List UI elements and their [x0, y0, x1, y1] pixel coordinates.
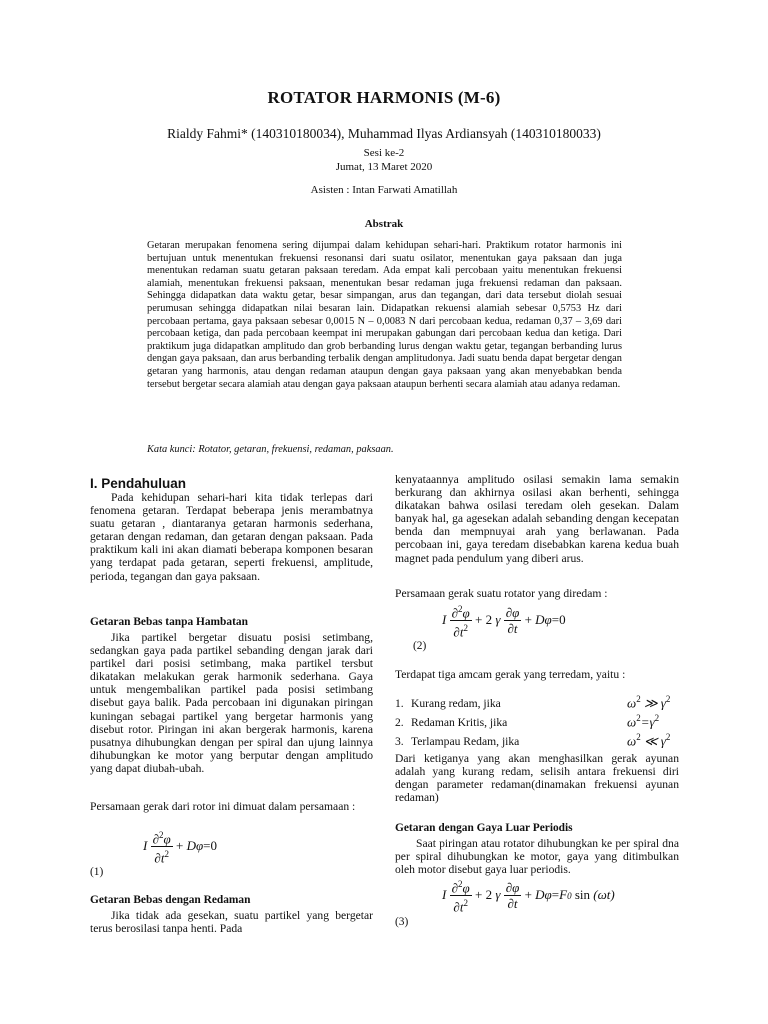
- condition-critical: $\omega^2=\gamma^2$: [627, 713, 660, 730]
- equation-1-number: (1): [90, 866, 104, 878]
- equation-3: I $\frac{\partial^2\varphi}{\partial t^2}$ + 2 γ $\frac{\partial\varphi}{\partial t}$ + Dφ=F0 sin (ωt): [442, 879, 615, 915]
- condition-overdamped: $\omega^2$ ≪ $\gamma^2$: [627, 732, 671, 749]
- intro-paragraph: Pada kehidupan sehari-hari kita tidak terlepas dari fenomena getaran. Terdapat beberapa jenis merambatnya suatu getaran , diantaranya getaran harmonis sederhana, getaran dengan redaman, dan getaran dengan paksaan. Pada praktikum kali ini akan diamati beberapa komponen besaran yang terdapat pada getaran, seperti frekuensi, amplitude, perioda, tegangan dan gaya paksaan.: [90, 491, 373, 583]
- date: Jumat, 13 Maret 2020: [335, 161, 433, 173]
- list-item: 3. Terlampau Redam, jika $\omega^2$ ≪ $\gamma^2$: [395, 732, 671, 749]
- forced-vibration-paragraph: Saat piringan atau rotator dihubungkan ke per spiral dna per spiral dihubungkan ke motor, gaya yang ditimbulkan oleh motor disebut gaya luar periodis.: [395, 837, 679, 877]
- session: Sesi ke-2: [363, 147, 405, 159]
- after-list-paragraph: Dari ketiganya yang akan menghasilkan gerak ayunan adalah yang kurang redam, selisih antara frekuensi diri dengan parameter redaman(dinamakan frekuensi ayunan redaman): [395, 752, 679, 805]
- equation-2-number: (2): [413, 640, 427, 652]
- list-item: 2. Redaman Kritis, jika $\omega^2=\gamma^2$: [395, 713, 660, 730]
- equation-1: I $\frac{\partial^2\varphi}{\partial t^2}$ + Dφ=0: [143, 830, 218, 866]
- abstract-text: Getaran merupakan fenomena sering dijumpai dalam kehidupan sehari-hari. Praktikum rotator harmonis ini bertujuan untuk menentukan frekuensi resonansi dari suatu osilator, menentukan gaya paksaan dan juga menentukan redaman suatu getaran paksaan teredam. Ada empat kali percobaan yaitu menentukan frekuensi alamiah, menentukan frekuensi paksaan, menentukan besar redaman juga frekuensi redaman dan paksaan. Sehingga didapatkan data waktu getar, besar simpangan, arus dan tegangan, dari data tersebut diolah sesuai perumusan sehingga didapatkan nilai besaran lain. Didapatkan rekuensi alamiah sebesar 0,5753 Hz dari percobaan pertama, gaya paksaan sebesar 0,0015 N – 0,0083 N dari percobaan kedua, redaman 0,37 – 3,69 dari percobaan ketiga, dan pada percobaan keempat ini merupakan gabungan dari percobaan kedua dan ketiga. Dari praktikum juga didapatkan amplitudo dan grob berbanding lurus dengan waktu getar, tegangan berbanding lurus dengan gaya paksaan, dan arus berbanding terbalik dengan amplitudonya. Jadi suatu benda dapat bergetar dengan getaran yang harmonis, atau dengan redaman ataupun dengan gaya paksaan yang akan menyebabkan benda tersebut bergetar secara alamiah atau dengan gaya paksaan ataupun berhenti secara alamiah atau adanya redaman.: [147, 240, 622, 390]
- equation-2: I $\frac{\partial^2\varphi}{\partial t^2}$ + 2 γ $\frac{\partial\varphi}{\partial t}$ + Dφ=0: [442, 604, 566, 640]
- list-item: 1. Kurang redam, jika $\omega^2$ ≫ $\gamma^2$: [395, 694, 671, 711]
- subsection-free-vibration: Getaran Bebas tanpa Hambatan: [90, 616, 248, 628]
- subsection-forced-vibration: Getaran dengan Gaya Luar Periodis: [395, 822, 573, 834]
- damped-paragraph-continued: kenyataannya amplitudo osilasi semakin lama semakin berkurang dan akhirnya osilasi akan berhenti, sehingga dikatakan bahwa osilasi teredam oleh gesekan. Dalam banyak hal, ga agesekan adalah sebanding dengan kecepatan benda dan mempnuyai arah yang berlawanan. Pada percobaan ini, gaya teredam disebabkan karena kedua buah magnet pada pendulum yang diberi arus.: [395, 473, 679, 565]
- damping-types-intro: Terdapat tiga amcam gerak yang terredam, yaitu :: [395, 668, 626, 681]
- abstract-heading: Abstrak: [364, 218, 404, 230]
- assistant: Asisten : Intan Farwati Amatillah: [310, 184, 458, 196]
- keywords: Kata kunci: Rotator, getaran, frekuensi, redaman, paksaan.: [147, 444, 394, 455]
- section-heading-introduction: I. Pendahuluan: [90, 476, 187, 491]
- equation-3-number: (3): [395, 916, 409, 928]
- damped-paragraph-start: Jika tidak ada gesekan, suatu partikel yang bergetar terus berosilasi tanpa henti. Pada: [90, 909, 373, 936]
- paper-title: ROTATOR HARMONIS (M-6): [267, 88, 501, 107]
- authors: Rialdy Fahmi* (140310180034), Muhammad Ilyas Ardiansyah (140310180033): [167, 126, 601, 141]
- free-vibration-paragraph: Jika partikel bergetar disuatu posisi setimbang, sedangkan gaya pada partikel sebanding dengan jarak dari partikel dari posisi setimbang, maka partikel tersbut dikatakan melakukan gerak harmonik sederhana. Gaya untuk mengembalikan partikel pada posisi setimbang disebut gaya balik. Pada percobaan ini digunakan piringan kuningan sebagai partikel yang bergetar harmonis yang disebut rotor. Piringan ini akan bergerak harmonis, karena pusatnya dihubungkan dengan per spiral dan ujung lainnya dihubungkan ke motor yang berputar dengan amplitudo yang dapat diubah-ubah.: [90, 631, 373, 775]
- condition-underdamped: $\omega^2$ ≫ $\gamma^2$: [627, 694, 671, 711]
- equation-1-intro: Persamaan gerak dari rotor ini dimuat dalam persamaan :: [90, 800, 356, 813]
- subsection-damped-vibration: Getaran Bebas dengan Redaman: [90, 894, 251, 906]
- equation-2-intro: Persamaan gerak suatu rotator yang diredam :: [395, 587, 608, 600]
